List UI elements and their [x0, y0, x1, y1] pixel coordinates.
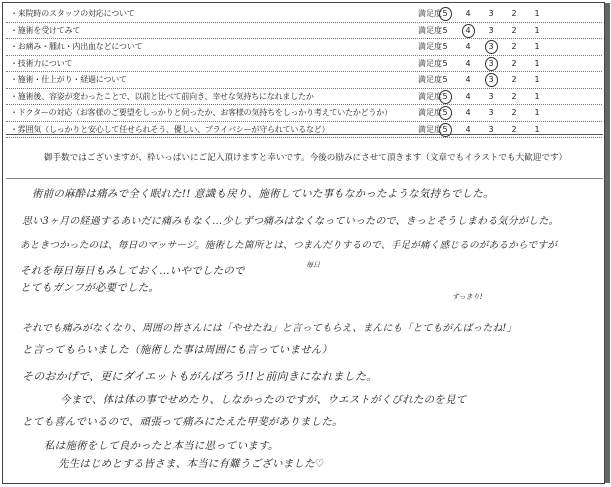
score-option: 1: [534, 124, 540, 134]
rating-label: 満足度: [418, 42, 442, 51]
rating-label: 満足度: [418, 58, 442, 68]
score-option: 2: [511, 75, 517, 84]
handwritten-line: それを毎日毎日もみしておく…いやでしたので: [20, 265, 245, 277]
survey-row: [6, 23, 602, 40]
handwritten-line: とても喜んでいるので、頑張って痛みにたえた甲斐がありました。: [22, 416, 343, 428]
score-option: 1: [534, 108, 540, 117]
score-option: 1: [534, 58, 540, 68]
survey-question: ・施術を受けてみて: [10, 25, 81, 35]
score-option: 3: [482, 56, 500, 71]
survey-row: [6, 56, 602, 73]
survey-row: [6, 89, 602, 106]
score-option: 3: [488, 25, 494, 35]
score-option: 4: [459, 23, 477, 38]
handwritten-line: 先生はじめとする皆さま、本当に有難うございました♡: [58, 458, 325, 470]
score-option: 3: [488, 9, 494, 18]
rating-label: 満足度: [418, 91, 442, 101]
score-option: 5: [436, 122, 454, 137]
survey-question: ・雰囲気（しっかりと安心して任せられそう、優しい、プライバシーが守られているなど）: [10, 124, 330, 134]
survey-row: [6, 6, 602, 23]
handwritten-line: とてもガンフが必要でした。: [20, 282, 160, 294]
handwritten-line: そのおかげで、更にダイエットもがんばろう!!と前向きになれました。: [22, 370, 378, 383]
survey-question: ・来院時のスタッフの対応について: [10, 9, 135, 18]
score-option: 1: [534, 75, 540, 84]
score-option: 5: [442, 25, 448, 35]
score-option: 5: [442, 75, 448, 84]
score-option: 2: [511, 9, 517, 18]
rating-label: 満足度: [418, 108, 442, 117]
handwritten-line: それでも痛みがなくなり、周囲の皆さんには「やせたね」と言ってもらえ、まんにも「とてもがんばったね!」: [22, 323, 517, 334]
score-option: 3: [488, 91, 494, 101]
score-option: 2: [511, 108, 517, 117]
score-option: 1: [534, 42, 540, 51]
score-option: 4: [465, 108, 471, 117]
survey-row: [6, 39, 602, 56]
survey-row: [6, 72, 602, 89]
satisfaction-survey: [6, 6, 602, 138]
handwritten-line: 思い3ヶ月の経過するあいだに痛みもなく…少しずつ痛みはなくなっていったので、きっとそうしまわる気分がした。: [22, 216, 559, 227]
score-option: 4: [465, 42, 471, 51]
score-option: 1: [534, 25, 540, 35]
score-option: 2: [511, 42, 517, 51]
rating-label: 満足度: [418, 75, 442, 84]
handwritten-annotation: すっきり!: [452, 293, 483, 301]
rating-label: 満足度: [418, 124, 442, 134]
survey-question: ・施術後、容姿が変わったことで、以前と比べて前向き、幸せな気持ちになれましたか: [10, 91, 314, 101]
survey-question: ・技術力について: [10, 58, 73, 68]
score-option: 3: [488, 124, 494, 134]
handwritten-line: 今まで、体は体の事でせめたり、しなかったのですが、ウエストがくびれたのを見て: [60, 394, 467, 406]
score-option: 2: [511, 58, 517, 68]
handwritten-line: 術前の麻酔は痛みで全く眠れた!! 意識も戻り、施術していた事もなかったような気持ちでした。: [32, 188, 494, 200]
score-option: 5: [442, 42, 448, 51]
score-option: 5: [436, 89, 454, 104]
score-option: 4: [465, 9, 471, 18]
comment-box-top: [6, 178, 603, 179]
score-option: 3: [482, 72, 500, 87]
handwritten-line: と言ってもらいました（施術した事は周囲にも言っていません）: [22, 344, 333, 356]
section-divider: [6, 134, 603, 135]
score-option: 4: [465, 75, 471, 84]
rating-label: 満足度: [418, 9, 442, 18]
survey-question: ・ドクターの対応（お客様のご要望をしっかりと伺ったか、お客様の気持ちをしっかり考えていたかどうか）: [10, 108, 392, 117]
score-option: 4: [465, 58, 471, 68]
rating-label: 満足度: [418, 25, 442, 35]
score-option: 1: [534, 91, 540, 101]
score-option: 2: [511, 124, 517, 134]
survey-question: ・お痛み・腫れ・内出血などについて: [10, 42, 143, 51]
survey-row: [6, 122, 602, 139]
score-option: 3: [488, 108, 494, 117]
survey-row: [6, 105, 602, 122]
score-option: 4: [465, 91, 471, 101]
score-option: 5: [442, 58, 448, 68]
score-option: 4: [465, 124, 471, 134]
score-option: 1: [534, 9, 540, 18]
score-option: 2: [511, 91, 517, 101]
handwritten-annotation: 毎日: [306, 261, 320, 269]
handwritten-comment: [0, 180, 611, 480]
score-option: 3: [482, 39, 500, 54]
score-option: 5: [436, 105, 454, 120]
handwritten-line: あときつかったのは、毎日のマッサージ。施術した箇所とは、つまんだりするので、手足が痛く感じるのがあるからですが: [20, 240, 558, 251]
score-option: 2: [511, 25, 517, 35]
score-option: 5: [436, 6, 454, 21]
comment-prompt: 御手数ではございますが、枠いっぱいにご記入頂けますと幸いです。今後の励みにさせて頂きます（文章でもイラストでも大歓迎です）: [43, 153, 568, 163]
handwritten-line: 私は施術をして良かったと本当に思っています。: [44, 440, 279, 452]
survey-question: ・施術・仕上がり・経過について: [10, 75, 127, 84]
